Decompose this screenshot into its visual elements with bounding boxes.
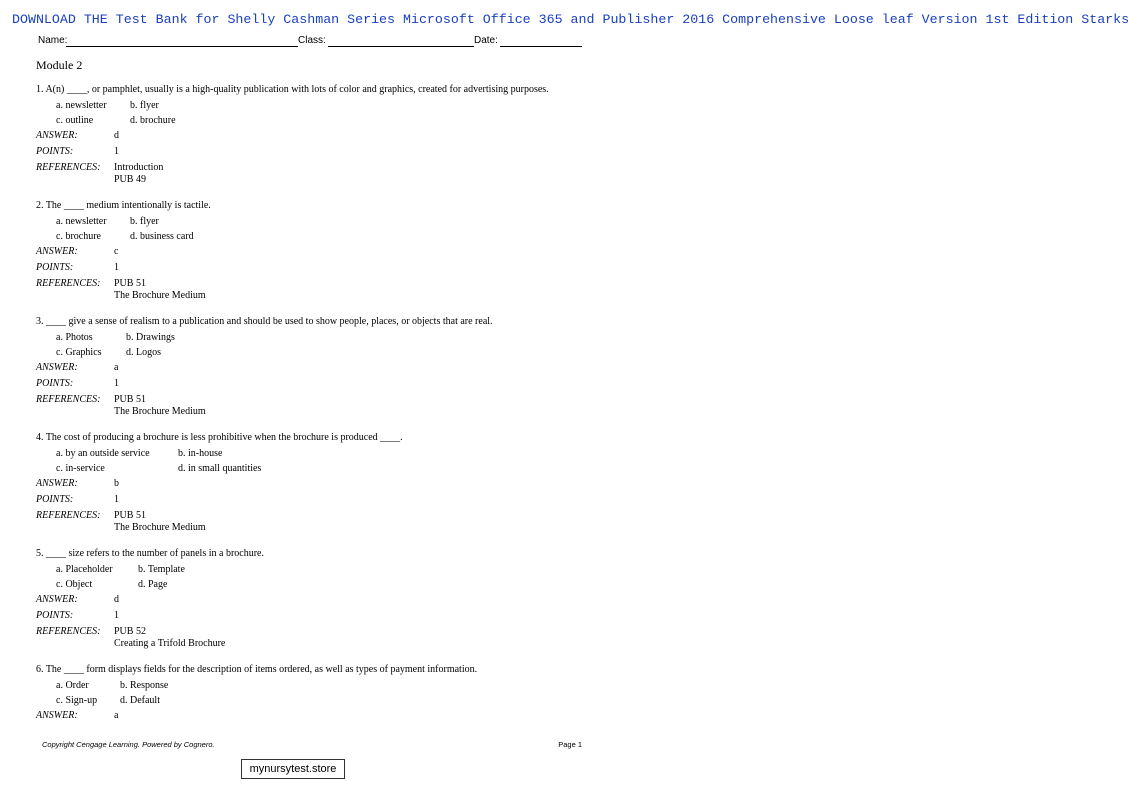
answer-row bbox=[36, 130, 576, 146]
points-value: 1 bbox=[114, 146, 119, 157]
question-stem: 3. ____ give a sense of realism to a publication and should be used to show people, places, or objects that are real. bbox=[36, 316, 493, 327]
reference-line: The Brochure Medium bbox=[114, 290, 206, 301]
class-label: Class: bbox=[298, 35, 326, 46]
references-row bbox=[36, 626, 576, 638]
points-row bbox=[36, 378, 576, 394]
question-stem: 1. A(n) ____, or pamphlet, usually is a high-quality publication with lots of color and graphics, created for advertising purposes. bbox=[36, 84, 549, 95]
choice-c: c. outline bbox=[56, 115, 94, 126]
answer-label: ANSWER: bbox=[36, 710, 78, 721]
question-stem: 4. The cost of producing a brochure is less prohibitive when the brochure is produced ____. bbox=[36, 432, 403, 443]
question-6 bbox=[36, 664, 576, 726]
reference-line: Creating a Trifold Brochure bbox=[114, 638, 226, 649]
choice-list bbox=[36, 564, 576, 591]
choice-b: b. in-house bbox=[178, 448, 223, 459]
choice-list bbox=[36, 680, 576, 707]
choice-d: d. business card bbox=[130, 231, 194, 242]
class-line bbox=[328, 46, 474, 47]
points-label: POINTS: bbox=[36, 146, 74, 157]
points-label: POINTS: bbox=[36, 262, 74, 273]
points-value: 1 bbox=[114, 494, 119, 505]
points-value: 1 bbox=[114, 610, 119, 621]
question-1 bbox=[36, 84, 576, 186]
choice-list bbox=[36, 448, 576, 475]
choice-b: b. flyer bbox=[130, 216, 159, 227]
choice-list bbox=[36, 100, 576, 127]
points-label: POINTS: bbox=[36, 610, 74, 621]
choice-b: b. Template bbox=[138, 564, 185, 575]
answer-value: d bbox=[114, 594, 119, 605]
points-row bbox=[36, 262, 576, 278]
answer-value: a bbox=[114, 710, 119, 721]
question-document bbox=[36, 56, 576, 726]
choice-list bbox=[36, 332, 576, 359]
answer-label: ANSWER: bbox=[36, 362, 78, 373]
references-row bbox=[36, 278, 576, 290]
references-row bbox=[36, 394, 576, 406]
choice-b: b. flyer bbox=[130, 100, 159, 111]
page-number: Page 1 bbox=[558, 740, 582, 749]
answer-label: ANSWER: bbox=[36, 246, 78, 257]
site-label: mynursytest.store bbox=[241, 759, 345, 779]
question-stem: 2. The ____ medium intentionally is tactile. bbox=[36, 200, 211, 211]
question-3 bbox=[36, 316, 576, 418]
download-banner: DOWNLOAD THE Test Bank for Shelly Cashman Series Microsoft Office 365 and Publisher 2016 Comprehensive Loose leaf Version 1st Edition Starks bbox=[12, 12, 1129, 27]
answer-row bbox=[36, 362, 576, 378]
answer-label: ANSWER: bbox=[36, 594, 78, 605]
question-4 bbox=[36, 432, 576, 534]
answer-row bbox=[36, 246, 576, 262]
question-stem: 6. The ____ form displays fields for the description of items ordered, as well as types of payment information. bbox=[36, 664, 478, 675]
choice-c: c. Object bbox=[56, 579, 93, 590]
answer-label: ANSWER: bbox=[36, 478, 78, 489]
references-label: REFERENCES: bbox=[36, 626, 101, 637]
choice-a: a. Photos bbox=[56, 332, 93, 343]
reference-line: PUB 51 bbox=[114, 278, 146, 289]
choice-c: c. brochure bbox=[56, 231, 101, 242]
name-label: Name: bbox=[38, 35, 68, 46]
choice-d: d. in small quantities bbox=[178, 463, 262, 474]
reference-line: PUB 52 bbox=[114, 626, 146, 637]
reference-line: PUB 49 bbox=[114, 174, 146, 185]
choice-b: b. Response bbox=[120, 680, 169, 691]
choice-c: c. in-service bbox=[56, 463, 105, 474]
date-label: Date: bbox=[474, 35, 498, 46]
choice-c: c. Sign-up bbox=[56, 695, 98, 706]
copyright-text: Copyright Cengage Learning. Powered by Cognero. bbox=[42, 740, 215, 749]
points-value: 1 bbox=[114, 378, 119, 389]
choice-d: d. Logos bbox=[126, 347, 161, 358]
points-label: POINTS: bbox=[36, 494, 74, 505]
reference-line: The Brochure Medium bbox=[114, 406, 206, 417]
choice-a: a. Placeholder bbox=[56, 564, 113, 575]
choice-d: d. brochure bbox=[130, 115, 176, 126]
answer-label: ANSWER: bbox=[36, 130, 78, 141]
reference-line: PUB 51 bbox=[114, 394, 146, 405]
answer-row bbox=[36, 594, 576, 610]
question-5 bbox=[36, 548, 576, 650]
points-row bbox=[36, 610, 576, 626]
question-stem: 5. ____ size refers to the number of panels in a brochure. bbox=[36, 548, 264, 559]
choice-a: a. newsletter bbox=[56, 100, 107, 111]
reference-line: The Brochure Medium bbox=[114, 522, 206, 533]
references-label: REFERENCES: bbox=[36, 162, 101, 173]
choice-b: b. Drawings bbox=[126, 332, 175, 343]
choice-a: a. Order bbox=[56, 680, 89, 691]
answer-value: c bbox=[114, 246, 119, 257]
references-row bbox=[36, 162, 576, 174]
answer-value: d bbox=[114, 130, 119, 141]
answer-row bbox=[36, 478, 576, 494]
references-row bbox=[36, 510, 576, 522]
reference-line: Introduction bbox=[114, 162, 164, 173]
date-line bbox=[500, 46, 582, 47]
references-label: REFERENCES: bbox=[36, 394, 101, 405]
points-label: POINTS: bbox=[36, 378, 74, 389]
references-label: REFERENCES: bbox=[36, 510, 101, 521]
choice-list bbox=[36, 216, 576, 243]
question-2 bbox=[36, 200, 576, 302]
answer-row bbox=[36, 710, 576, 726]
points-row bbox=[36, 494, 576, 510]
choice-a: a. by an outside service bbox=[56, 448, 150, 459]
points-row bbox=[36, 146, 576, 162]
reference-line: PUB 51 bbox=[114, 510, 146, 521]
references-label: REFERENCES: bbox=[36, 278, 101, 289]
answer-value: b bbox=[114, 478, 119, 489]
choice-c: c. Graphics bbox=[56, 347, 102, 358]
points-value: 1 bbox=[114, 262, 119, 273]
choice-a: a. newsletter bbox=[56, 216, 107, 227]
name-line bbox=[66, 46, 298, 47]
module-title: Module 2 bbox=[36, 58, 83, 72]
answer-value: a bbox=[114, 362, 119, 373]
choice-d: d. Default bbox=[120, 695, 160, 706]
choice-d: d. Page bbox=[138, 579, 168, 590]
